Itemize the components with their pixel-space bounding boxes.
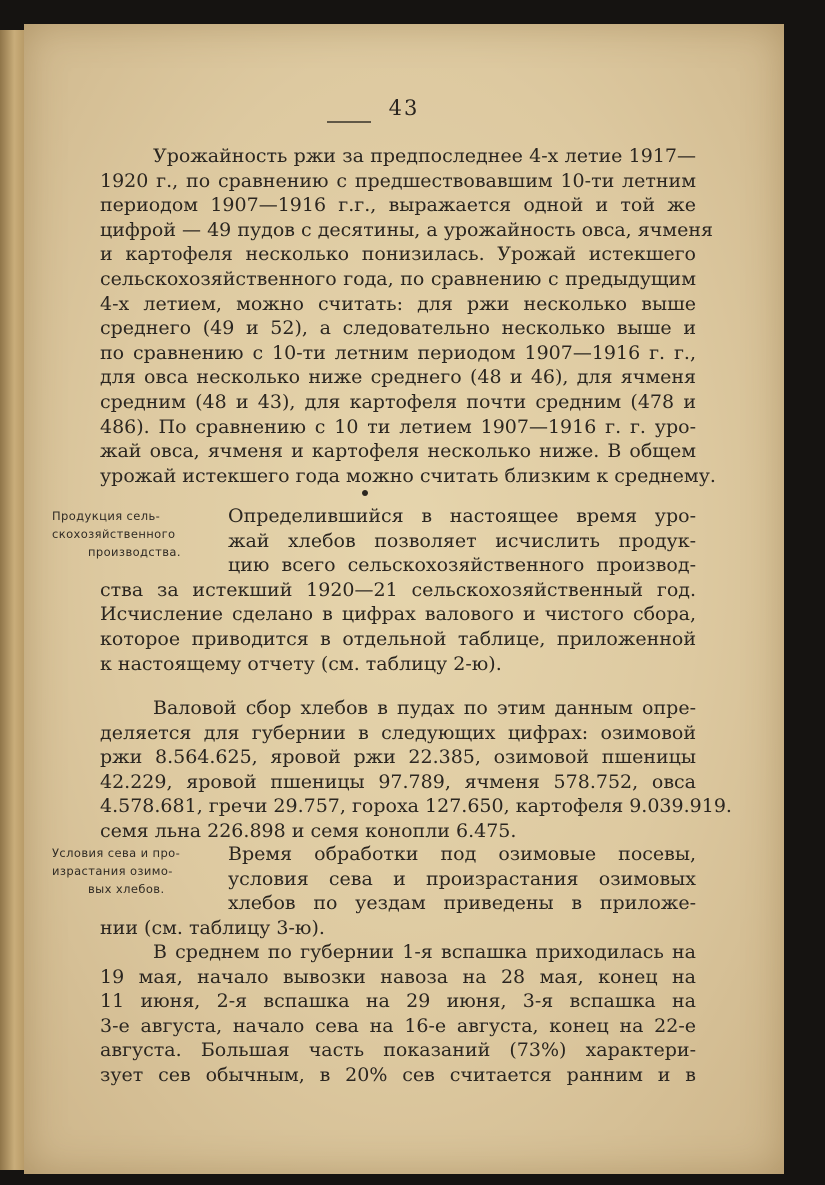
text-line: и картофеля несколько понизилась. Урожай истекшего <box>100 243 696 266</box>
text-line: периодом 1907—1916 г.г., выражается одной и той же <box>100 194 696 217</box>
paragraph-ploughing-dates <box>100 940 696 1088</box>
text-line: В среднем по губернии 1-я вспашка приходилась на <box>153 941 696 963</box>
text-line: семя льна 226.898 и семя конопли 6.475. <box>100 819 517 842</box>
side-note-line: производства. <box>88 545 181 559</box>
text-line: ржи 8.564.625, яровой ржи 22.385, озимовой пшеницы <box>100 746 696 769</box>
text-line: 486). По сравнению с 10 ти летием 1907—1916 г. г. уро- <box>100 415 696 438</box>
side-note-line: Условия сева и про- <box>52 846 181 860</box>
text-line: жай овса, ячменя и картофеля несколько ниже. В общем <box>100 440 696 463</box>
text-line: 11 июня, 2-я вспашка на 29 июня, 3-я вспашка на <box>100 990 696 1013</box>
text-line: Время обработки под озимовые посевы, <box>228 843 696 865</box>
paragraph-harvest-yield <box>100 144 716 488</box>
text-line: для овса несколько ниже среднего (48 и 46), для ячменя <box>100 366 696 389</box>
text-line: среднего (49 и 52), а следовательно несколько выше и <box>100 317 696 340</box>
section-divider-dot <box>362 490 368 496</box>
document-page <box>24 24 784 1174</box>
left-page-edge <box>0 30 24 1170</box>
text-line: 19 мая, начало вывозки навоза на 28 мая, конец на <box>100 965 696 988</box>
side-note-line: израстания озимо- <box>52 864 173 878</box>
text-line: которое приводится в отдельной таблице, приложенной <box>100 627 696 650</box>
side-note-line: скохозяйственного <box>52 527 176 541</box>
text-line: к настоящему отчету (см. таблицу 2-ю). <box>100 652 502 675</box>
text-line: средним (48 и 43), для картофеля почти средним (478 и <box>100 390 696 413</box>
text-line: Валовой сбор хлебов в пудах по этим данным опре- <box>153 697 696 719</box>
text-line: условия сева и произрастания озимовых <box>228 867 696 890</box>
text-line: цию всего сельскохозяйственного производ- <box>228 554 696 577</box>
text-line: цифрой — 49 пудов с десятины, а урожайность овса, ячменя <box>100 218 713 241</box>
text-line: Исчисление сделано в цифрах валового и чистого сбора, <box>100 603 696 626</box>
page-number: 43 <box>388 96 420 120</box>
text-line: 42.229, яровой пшеницы 97.789, ячменя 578.752, овса <box>100 770 696 793</box>
side-note-line: Продукция сель- <box>52 509 161 523</box>
text-line: 4.578.681, гречи 29.757, гороха 127.650, картофеля 9.039.919. <box>100 795 732 818</box>
text-line: 3-е августа, начало сева на 16-е августа, конец на 22-е <box>100 1014 696 1037</box>
text-line: зует сев обычным, в 20% сев считается ранним и в <box>100 1063 696 1086</box>
text-line: сельскохозяйственного года, по сравнению с предыдущим <box>100 267 696 290</box>
text-line: жай хлебов позволяет исчислить продук- <box>228 529 696 552</box>
header-rule <box>327 121 371 123</box>
text-line: Урожайность ржи за предпоследнее 4-х летие 1917— <box>153 145 696 167</box>
text-line: деляется для губернии в следующих цифрах: озимовой <box>100 721 696 744</box>
text-line: урожай истекшего года можно считать близким к среднему. <box>100 464 716 487</box>
side-note-line: вых хлебов. <box>88 882 165 896</box>
paragraph-sowing-conditions <box>100 842 696 940</box>
text-line: по сравнению с 10-ти летним периодом 1907—1916 г. г., <box>100 341 696 364</box>
text-line: нии (см. таблицу 3-ю). <box>100 916 325 939</box>
text-line: хлебов по уездам приведены в приложе- <box>228 892 696 915</box>
paragraph-gross-yield <box>100 696 732 844</box>
text-line: ства за истекший 1920—21 сельскохозяйственный год. <box>100 578 696 601</box>
text-line: августа. Большая часть показаний (73%) характери- <box>100 1039 696 1062</box>
text-line: Определившийся в настоящее время уро- <box>228 505 696 527</box>
text-line: 4-х летием, можно считать: для ржи несколько выше <box>100 292 696 315</box>
paragraph-production <box>100 504 696 676</box>
text-line: 1920 г., по сравнению с предшествовавшим 10-ти летним <box>100 169 696 192</box>
